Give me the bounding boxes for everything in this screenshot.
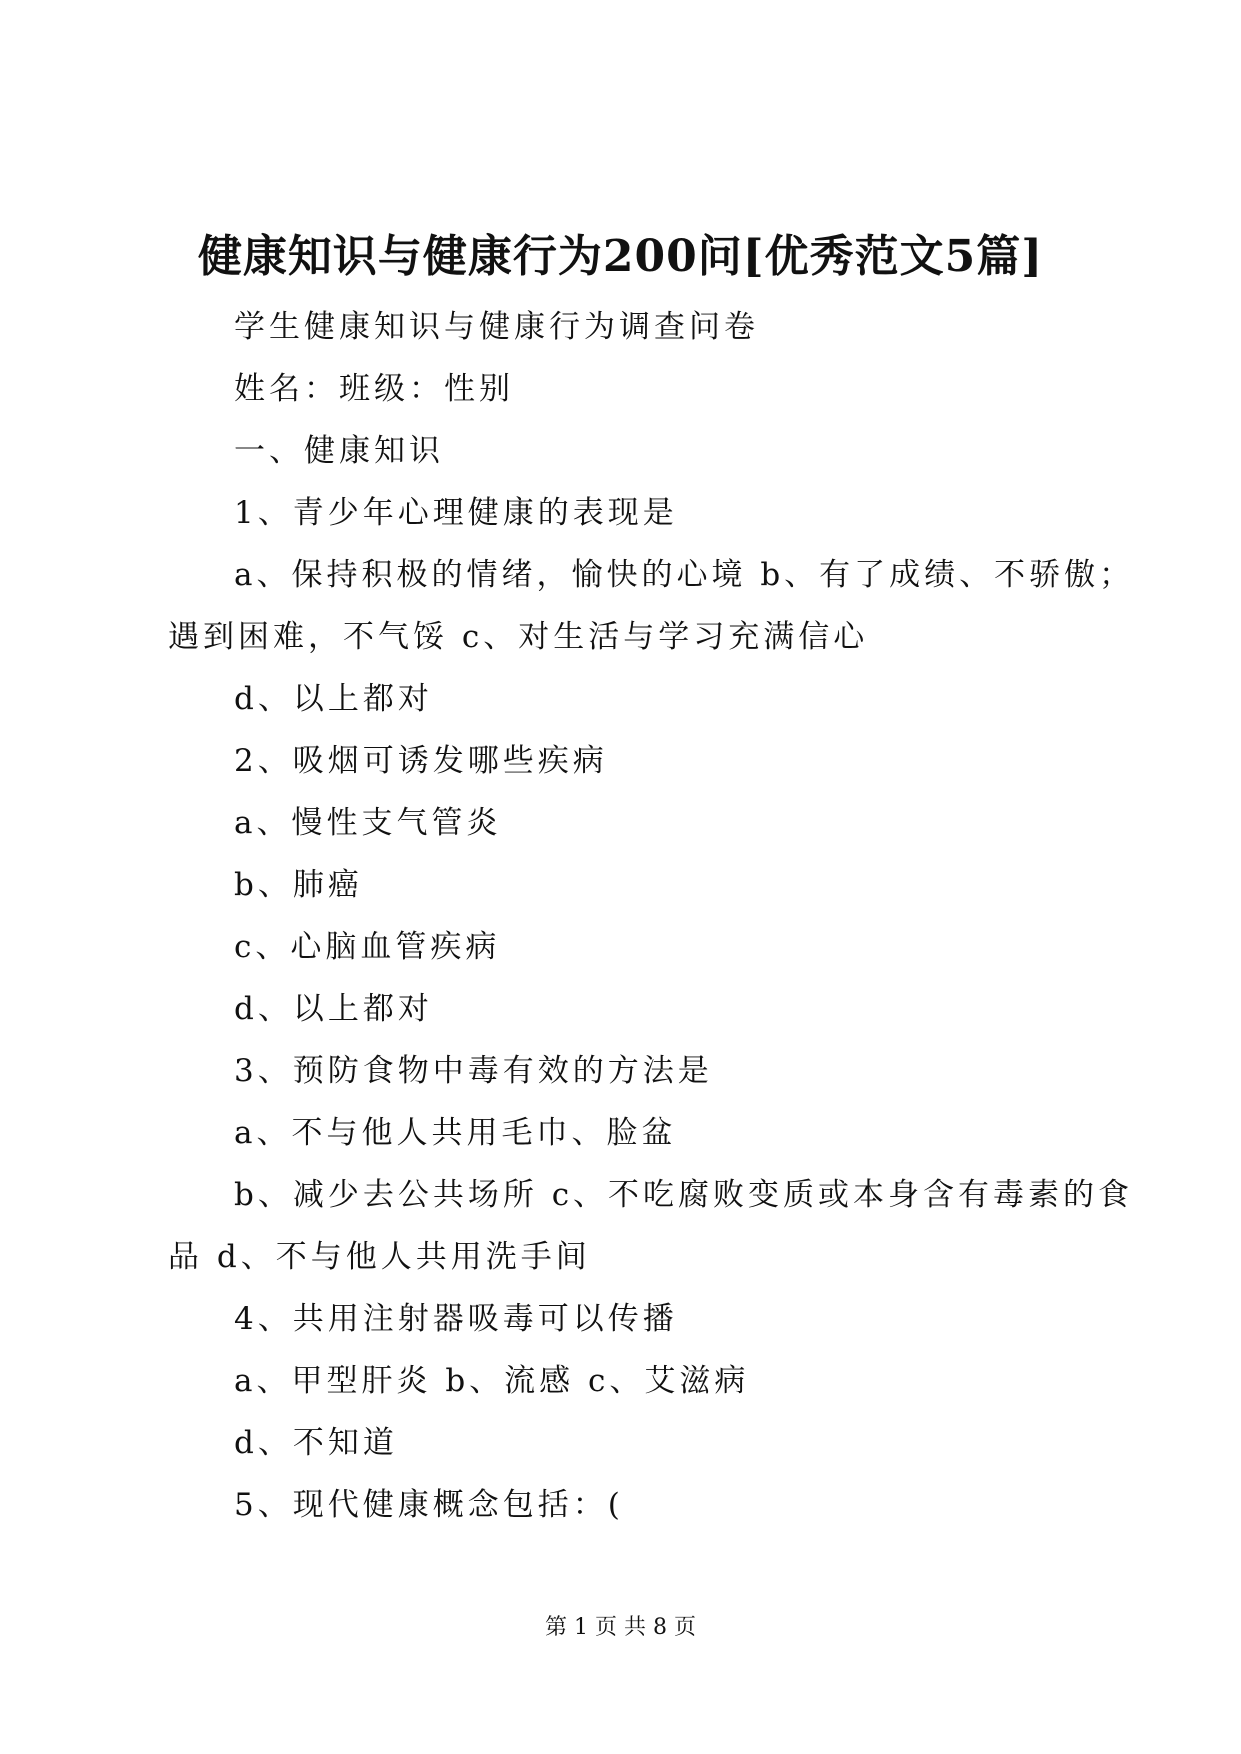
option-line: b、减少去公共场所 c、不吃腐败变质或本身含有毒素的食 bbox=[234, 1177, 1134, 1213]
option-line: c、心脑血管疾病 bbox=[234, 929, 501, 965]
question-line: 2、吸烟可诱发哪些疾病 bbox=[234, 743, 608, 779]
paragraph-line: 学生健康知识与健康行为调查问卷 bbox=[234, 309, 759, 345]
document-title: 健康知识与健康行为200问[优秀范文5篇] bbox=[197, 231, 1044, 282]
option-line: d、以上都对 bbox=[234, 991, 433, 1027]
option-line: a、慢性支气管炎 bbox=[234, 805, 502, 841]
question-line: 1、青少年心理健康的表现是 bbox=[234, 495, 678, 531]
option-line: a、甲型肝炎 b、流感 c、艾滋病 bbox=[234, 1363, 750, 1399]
option-line-continued: 遇到困难，不气馁 c、对生活与学习充满信心 bbox=[168, 619, 869, 655]
option-line-continued: 品 d、不与他人共用洗手间 bbox=[168, 1239, 591, 1275]
document-body bbox=[168, 296, 1135, 1536]
option-line: a、保持积极的情绪，愉快的心境 b、有了成绩、不骄傲； bbox=[234, 557, 1135, 593]
option-line: d、不知道 bbox=[234, 1425, 398, 1461]
question-line: 5、现代健康概念包括：( bbox=[234, 1487, 624, 1523]
question-line: 4、共用注射器吸毒可以传播 bbox=[234, 1301, 678, 1337]
option-line: a、不与他人共用毛巾、脸盆 bbox=[234, 1115, 677, 1151]
option-line: d、以上都对 bbox=[234, 681, 433, 717]
option-line: b、肺癌 bbox=[234, 867, 363, 903]
question-line: 3、预防食物中毒有效的方法是 bbox=[234, 1053, 713, 1089]
page-number-footer: 第 1 页 共 8 页 bbox=[545, 1615, 696, 1640]
paragraph-line: 姓名：班级：性别 bbox=[234, 371, 514, 407]
section-heading: 一、健康知识 bbox=[234, 433, 444, 469]
